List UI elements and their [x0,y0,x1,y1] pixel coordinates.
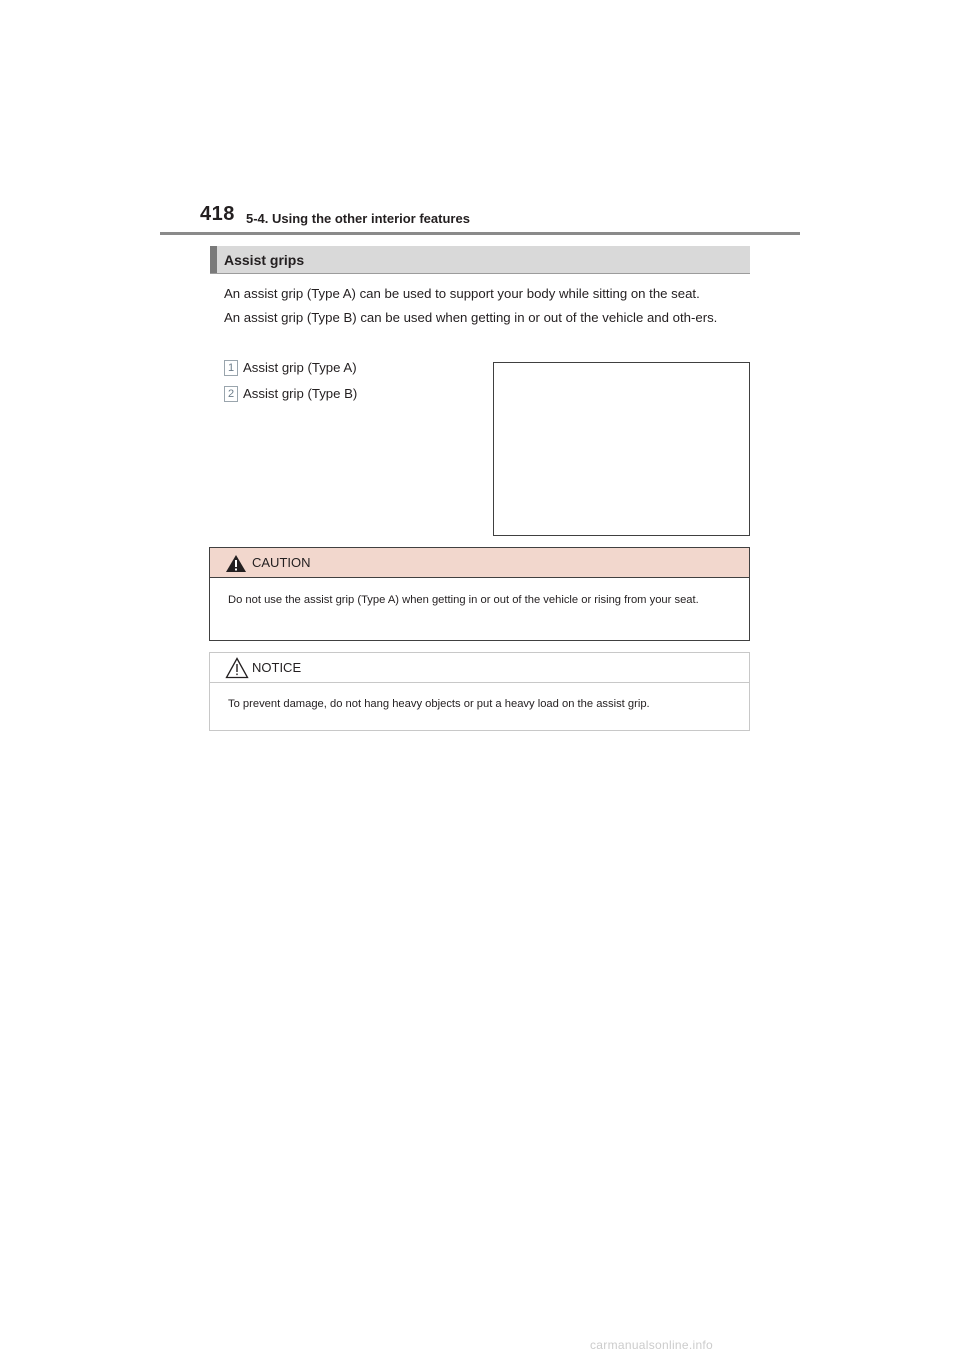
notice-text: To prevent damage, do not hang heavy objects or put a heavy load on the assist grip. [228,698,650,710]
watermark: carmanualsonline.info [590,1338,714,1352]
warning-triangle-icon [225,554,247,578]
caution-box [209,547,750,641]
notice-box [209,652,750,731]
section-title: Assist grips [224,252,305,268]
intro-paragraph-1: An assist grip (Type A) can be used to support your body while sitting on the seat. [224,286,700,301]
notice-triangle-icon [225,657,249,684]
header-rule [160,232,800,235]
caution-header [210,548,749,578]
callout-number-2: 2 [224,386,238,402]
figure-frame [493,362,750,536]
section-heading-bar [210,246,217,273]
intro-paragraph-2: An assist grip (Type B) can be used when getting in or out of the vehicle and oth-ers. [224,310,718,325]
chapter-title: 5-4. Using the other interior features [246,211,470,226]
notice-header [210,653,749,683]
callout-label-2: Assist grip (Type B) [243,386,358,401]
page-number: 418 [200,203,235,225]
section-heading [210,246,750,274]
callout-number-1: 1 [224,360,238,376]
callout-label-1: Assist grip (Type A) [243,360,357,375]
notice-label: NOTICE [252,660,302,675]
caution-label: CAUTION [252,555,311,570]
caution-text: Do not use the assist grip (Type A) when getting in or out of the vehicle or rising from your seat. [228,594,699,606]
